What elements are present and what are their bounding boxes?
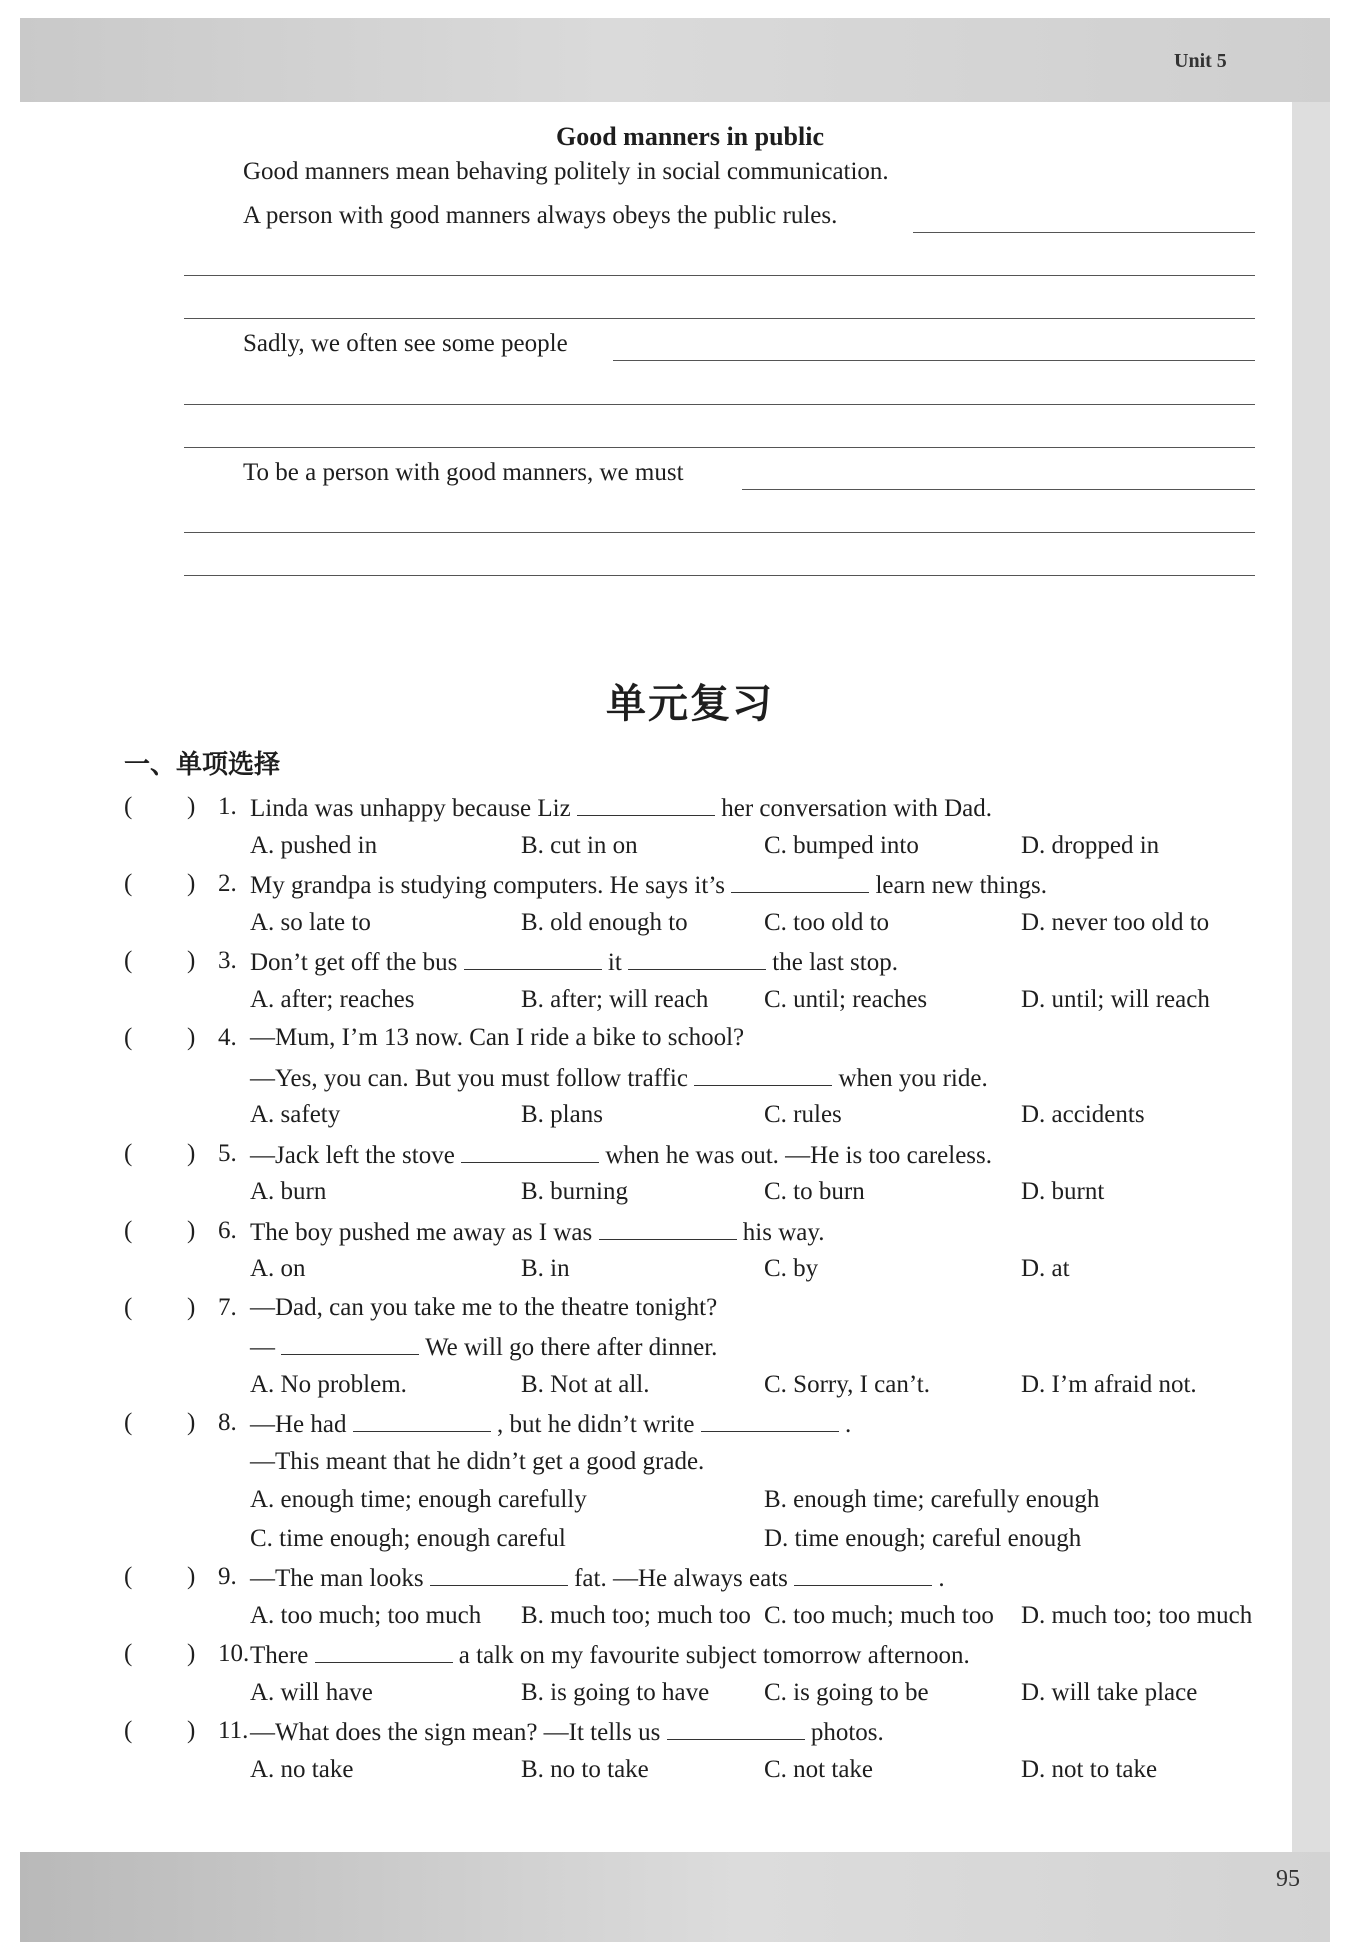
answer-paren-open[interactable]: ( [124,1216,133,1244]
option-row [0,1679,1350,1717]
question-text-segment: learn new things. [875,872,1047,899]
option-row [0,832,1350,870]
question-text [250,1332,717,1362]
option-a[interactable]: A. too much; too much [250,1601,482,1629]
answer-line[interactable] [184,532,1255,533]
writing-line-2: A person with good manners always obeys the public rules. [243,202,838,229]
answer-line[interactable] [184,447,1255,448]
option-a[interactable]: A. enough time; enough carefully [250,1486,587,1513]
question-line [0,1717,1350,1755]
question-text [250,1640,970,1670]
answer-blank[interactable] [464,947,602,970]
question-text [250,1563,945,1593]
option-row [0,1486,1350,1524]
question-text [250,1217,824,1247]
option-a[interactable]: A. burn [250,1178,327,1205]
answer-paren-close[interactable]: ) [187,1563,196,1590]
page-header-band [20,18,1330,102]
writing-title: Good manners in public [555,122,824,151]
question-text [250,1448,704,1476]
question-number: 7. [218,1293,237,1321]
question-text-segment: when he was out. —He is too careless. [605,1141,993,1169]
option-c[interactable]: C. rules [764,1101,842,1128]
question-number: 3. [218,947,237,974]
answer-paren-open[interactable]: ( [124,1640,133,1667]
option-d[interactable]: D. time enough; careful enough [764,1524,1082,1552]
answer-paren-open[interactable]: ( [124,1024,133,1051]
option-row [0,1178,1350,1216]
question-text-segment: —Jack left the stove [250,1141,455,1169]
answer-blank[interactable] [577,793,715,816]
question-text-segment: the last stop. [772,949,898,976]
answer-paren-close[interactable]: ) [187,1216,196,1244]
option-row [0,909,1350,947]
question-text [250,793,992,823]
answer-line[interactable] [184,318,1255,319]
option-c[interactable]: C. is going to be [764,1678,929,1706]
option-d[interactable]: D. accidents [1021,1101,1145,1128]
question-number: 4. [218,1024,237,1051]
option-a[interactable]: A. No problem. [250,1370,407,1398]
question-text [250,1063,988,1093]
option-d[interactable]: D. never too old to [1021,908,1210,936]
answer-line[interactable] [613,360,1255,361]
question-text-segment: photos. [810,1719,884,1746]
question-text [250,1024,744,1052]
answer-blank[interactable] [281,1332,419,1355]
question-text-segment: fat. —He always eats [574,1565,788,1592]
question-text-segment: when you ride. [838,1064,988,1092]
option-c[interactable]: C. to burn [764,1178,865,1205]
question-line [0,1640,1350,1678]
option-a[interactable]: A. after; reaches [250,985,415,1013]
question-text-segment: . [938,1565,945,1592]
writing-line-1: Good manners mean behaving politely in social communication. [243,158,889,185]
option-b[interactable]: B. old enough to [521,908,688,936]
option-b[interactable]: B. enough time; carefully enough [764,1486,1100,1513]
question-text-segment: There [250,1642,309,1669]
page-number: 95 [1276,1866,1300,1892]
answer-blank[interactable] [599,1217,737,1240]
question-text-segment: —The man looks [250,1565,424,1592]
option-c[interactable]: C. until; reaches [764,985,928,1013]
question-text-segment: —Yes, you can. But you must follow traffic [250,1064,688,1092]
option-c[interactable]: C. by [764,1255,819,1282]
answer-paren-open[interactable]: ( [124,947,133,974]
option-a[interactable]: A. on [250,1255,306,1282]
option-c[interactable]: C. bumped into [764,831,919,859]
answer-paren-close[interactable]: ) [187,1139,196,1167]
answer-blank[interactable] [430,1563,568,1586]
option-b[interactable]: B. cut in on [521,831,638,859]
option-d[interactable]: D. not to take [1021,1755,1158,1783]
answer-paren-open[interactable]: ( [124,1717,133,1744]
question-line [0,870,1350,908]
option-b[interactable]: B. burning [521,1178,628,1205]
option-row [0,1756,1350,1794]
question-text-segment: —This meant that he didn’t get a good grade. [250,1447,705,1475]
option-c[interactable]: C. Sorry, I can’t. [764,1370,930,1398]
answer-paren-close[interactable]: ) [187,1293,196,1321]
option-a[interactable]: A. pushed in [250,831,378,859]
question-text-segment: — [250,1334,275,1361]
question-number: 8. [218,1409,237,1436]
question-line [0,1448,1350,1486]
answer-blank[interactable] [694,1063,832,1086]
question-number: 2. [218,870,237,897]
option-a[interactable]: A. safety [250,1101,341,1128]
answer-paren-open[interactable]: ( [124,1293,133,1321]
option-d[interactable]: D. much too; too much [1021,1601,1253,1629]
question-number: 1. [218,793,237,820]
page-footer-band [20,1852,1330,1942]
answer-paren-close[interactable]: ) [187,1717,196,1744]
question-line [0,793,1350,831]
question-line [0,1024,1350,1062]
option-d[interactable]: D. burnt [1021,1178,1105,1205]
option-b[interactable]: B. plans [521,1101,603,1128]
option-b[interactable]: B. no to take [521,1755,649,1783]
option-row [0,1255,1350,1293]
question-line [0,1409,1350,1447]
question-text [250,1294,717,1322]
answer-blank[interactable] [667,1717,805,1740]
question-text-segment: Don’t get off the bus [250,949,458,976]
option-c[interactable]: C. time enough; enough careful [250,1524,566,1552]
question-number: 10. [218,1640,250,1667]
question-line [0,1217,1350,1255]
option-d[interactable]: D. will take place [1021,1678,1198,1706]
question-line [0,1563,1350,1601]
question-text-segment: —What does the sign mean? —It tells us [250,1719,661,1746]
question-text-segment: her conversation with Dad. [721,795,992,822]
answer-line[interactable] [913,232,1255,233]
question-line [0,1140,1350,1178]
question-line [0,1294,1350,1332]
answer-blank[interactable] [353,1409,491,1432]
question-text-segment: Linda was unhappy because Liz [250,795,571,822]
answer-line[interactable] [184,575,1255,576]
writing-line-3: Sadly, we often see some people [243,330,568,357]
option-d[interactable]: D. I’m afraid not. [1021,1370,1197,1398]
option-d[interactable]: D. dropped in [1021,831,1160,859]
answer-blank[interactable] [701,1409,839,1432]
review-title: 单元复习 [606,681,774,727]
question-text-segment: a talk on my favourite subject tomorrow afternoon. [458,1642,970,1669]
answer-paren-close[interactable]: ) [187,793,196,820]
question-text-segment: —Dad, can you take me to the theatre tonight? [250,1293,718,1321]
option-row [0,1602,1350,1640]
option-a[interactable]: A. no take [250,1755,354,1783]
option-b[interactable]: B. Not at all. [521,1370,650,1398]
option-row [0,1525,1350,1563]
question-text [250,947,898,977]
option-c[interactable]: C. too much; much too [764,1601,994,1629]
question-number: 11. [218,1717,249,1744]
answer-paren-open[interactable]: ( [124,1409,133,1436]
option-c[interactable]: C. too old to [764,908,890,936]
question-text-segment: . [844,1411,852,1438]
question-number: 5. [218,1139,237,1167]
question-text [250,870,1047,900]
question-text-segment: —Mum, I’m 13 now. Can I ride a bike to school? [250,1024,745,1051]
answer-blank[interactable] [461,1140,599,1163]
answer-line[interactable] [184,404,1255,405]
question-text-segment: We will go there after dinner. [425,1334,718,1361]
question-number: 9. [218,1563,237,1590]
option-b[interactable]: B. after; will reach [521,985,709,1013]
answer-blank[interactable] [731,870,869,893]
answer-line[interactable] [184,275,1255,276]
question-text-segment: , but he didn’t write [497,1411,695,1438]
answer-blank[interactable] [628,947,766,970]
option-row [0,1371,1350,1409]
question-text [250,1140,992,1170]
option-c[interactable]: C. not take [764,1755,874,1783]
answer-paren-open[interactable]: ( [124,1139,133,1167]
question-text-segment: his way. [742,1218,825,1246]
option-b[interactable]: B. is going to have [521,1678,710,1706]
question-line [0,947,1350,985]
option-d[interactable]: D. at [1021,1255,1070,1282]
answer-paren-close[interactable]: ) [187,1640,196,1667]
question-number: 6. [218,1216,237,1244]
question-line [0,1063,1350,1101]
question-text-segment: The boy pushed me away as I was [250,1218,593,1246]
answer-paren-close[interactable]: ) [187,1024,196,1051]
option-b[interactable]: B. in [521,1255,570,1282]
option-a[interactable]: A. so late to [250,908,371,936]
answer-paren-open[interactable]: ( [124,1563,133,1590]
question-text [250,1409,851,1439]
answer-paren-close[interactable]: ) [187,870,196,897]
answer-paren-close[interactable]: ) [187,947,196,974]
question-text-segment: —He had [250,1411,347,1438]
answer-blank[interactable] [315,1640,453,1663]
question-text-segment: it [607,949,622,976]
answer-line[interactable] [742,489,1255,490]
option-row [0,986,1350,1024]
option-d[interactable]: D. until; will reach [1021,985,1210,1013]
section-heading: 一、单项选择 [124,750,281,780]
writing-line-4: To be a person with good manners, we must [243,459,684,486]
answer-blank[interactable] [794,1563,932,1586]
option-a[interactable]: A. will have [250,1678,373,1706]
option-row [0,1101,1350,1139]
question-line [0,1332,1350,1370]
answer-paren-open[interactable]: ( [124,870,133,897]
question-text [250,1717,884,1747]
question-text-segment: My grandpa is studying computers. He says it’s [250,872,725,899]
option-b[interactable]: B. much too; much too [521,1601,751,1629]
answer-paren-open[interactable]: ( [124,793,133,820]
unit-label: Unit 5 [1174,50,1227,72]
answer-paren-close[interactable]: ) [187,1409,196,1436]
